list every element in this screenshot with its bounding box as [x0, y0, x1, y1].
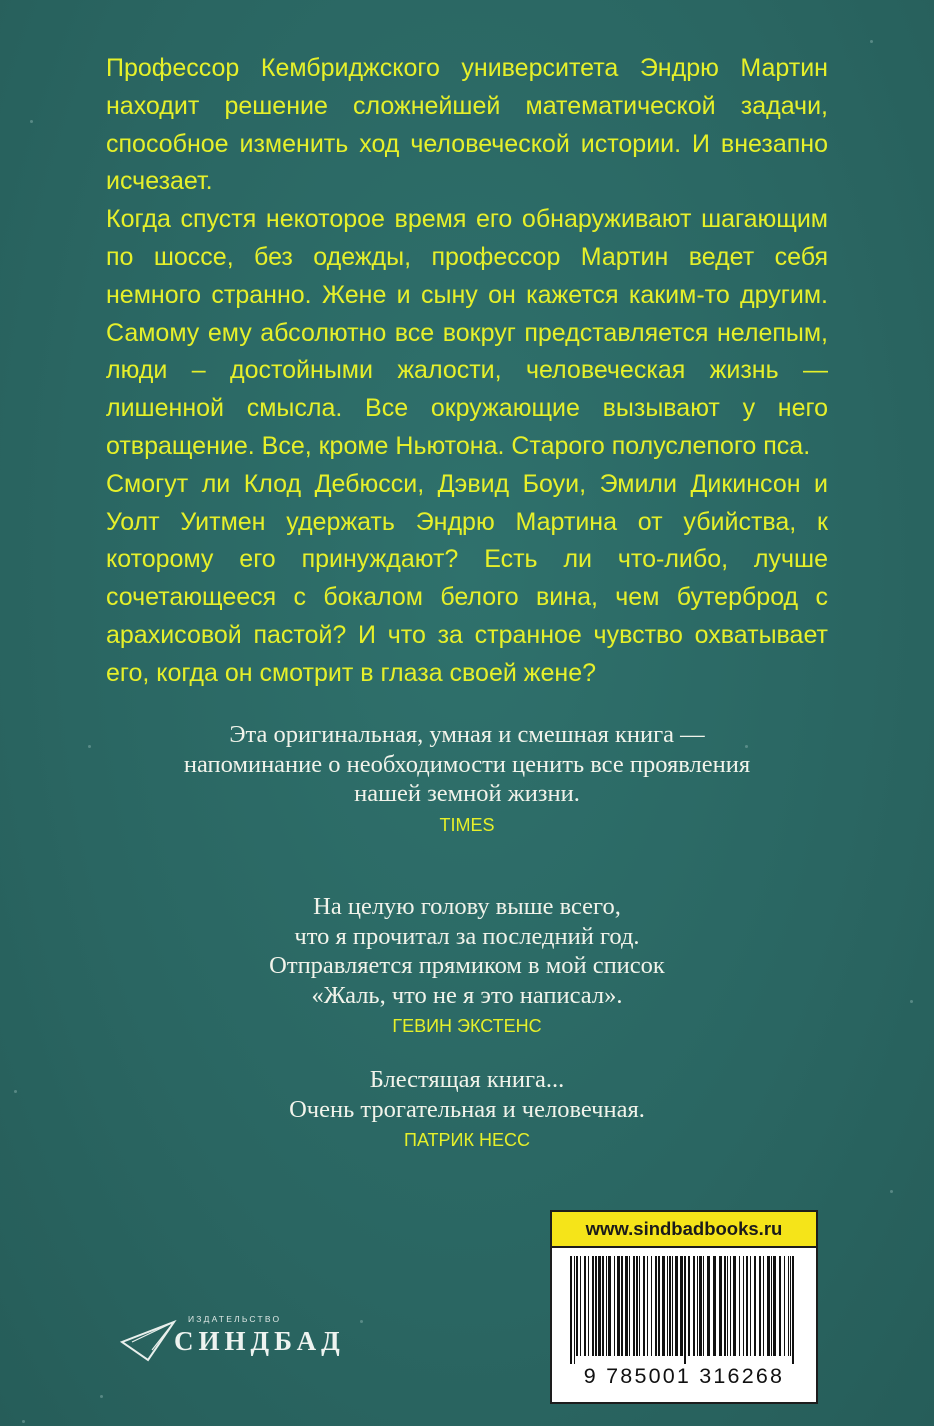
annotation-paragraph: Смогут ли Клод Дебюсси, Дэвид Боуи, Эмили Дикинсон и Уолт Уитмен удержать Эндрю Мартина от убийства, к которому его принуждают? Есть ли что-либо, лучше сочетающееся с бокалом белого вина, чем бутерброд с арахисовой пастой? И что за странное чувство охватывает его, когда он смотрит в глаза своей жене? — [106, 469, 828, 687]
publisher-label: ИЗДАТЕЛЬСТВО — [188, 1314, 282, 1324]
barcode-bar — [790, 1256, 791, 1356]
barcode-bar — [598, 1256, 601, 1356]
barcode-bar — [746, 1256, 748, 1356]
barcode-bar — [606, 1256, 607, 1356]
review-quote — [0, 892, 934, 1037]
barcode-bar — [570, 1256, 572, 1364]
barcode-bar — [727, 1256, 728, 1356]
barcode-bar — [730, 1256, 731, 1356]
barcode-bar — [675, 1256, 678, 1356]
quote-source: ПАТРИК НЕСС — [404, 1130, 530, 1150]
barcode-bar — [608, 1256, 611, 1356]
barcode-bar — [636, 1256, 638, 1356]
barcode-bar — [574, 1256, 575, 1364]
barcode-bar — [767, 1256, 770, 1356]
barcode-bar — [647, 1256, 648, 1356]
barcode-bar — [667, 1256, 668, 1356]
barcode-bar — [614, 1256, 615, 1356]
barcode-bar — [771, 1256, 772, 1356]
barcode-bar — [584, 1256, 586, 1356]
quote-text: Блестящая книга... Очень трогательная и человечная. — [289, 1066, 645, 1123]
barcode-bar — [669, 1256, 671, 1356]
barcode-bar — [655, 1256, 657, 1356]
publisher-logo — [118, 1312, 348, 1382]
website-url: www.sindbadbooks.ru — [552, 1212, 816, 1248]
decorative-star — [100, 1395, 103, 1398]
decorative-star — [870, 40, 873, 43]
review-quote — [0, 720, 934, 836]
quote-text: Эта оригинальная, умная и смешная книга — напоминание о необходимости ценить все проявления нашей земной жизни. — [183, 721, 751, 807]
barcode-bar — [724, 1256, 726, 1356]
barcode-bar — [680, 1256, 683, 1356]
decorative-star — [890, 1190, 893, 1193]
barcode-bar — [621, 1256, 623, 1356]
barcode-bar — [739, 1256, 740, 1356]
quote-source: ГЕВИН ЭКСТЕНС — [392, 1016, 542, 1036]
barcode-bar — [779, 1256, 781, 1356]
barcode-bar — [703, 1256, 704, 1356]
review-quote — [0, 1065, 934, 1151]
barcode-bar — [688, 1256, 690, 1356]
barcode-bar — [788, 1256, 789, 1356]
annotation-paragraph: Когда спустя некоторое время его обнаруживают шагающим по шоссе, без одежды, профессор Мартин ведет себя немного странно. Жене и сыну он кажется каким-то другим. Самому ему абсолютно все вокруг представляется нелепым, люди – достойными жалости, человеческая жизнь — лишенной смысла. Все окружающие вызывают у него отвращение. Все, кроме Ньютона. Старого полуслепого пса. — [106, 205, 828, 460]
barcode-panel — [550, 1210, 818, 1404]
barcode-bar — [643, 1256, 645, 1356]
barcode-bar — [707, 1256, 710, 1356]
barcode-bar — [763, 1256, 764, 1356]
book-annotation — [106, 50, 828, 693]
barcode-bar — [595, 1256, 597, 1356]
barcode-bar — [792, 1256, 794, 1364]
isbn-number: 9 785001 316268 — [583, 1364, 785, 1388]
barcode-bar — [592, 1256, 594, 1356]
barcode-bar — [713, 1256, 716, 1356]
barcode-bar — [639, 1256, 640, 1356]
annotation-paragraph: Профессор Кембриджского университета Эндрю Мартин находит решение сложнейшей математической задачи, способное изменить ход человеческой истории. И внезапно исчезает. — [106, 54, 828, 196]
barcode-bar — [617, 1256, 620, 1356]
quote-text: На целую голову выше всего, что я прочитал за последний год. Отправляется прямиком в мой список «Жаль, что не я это написал». — [269, 893, 665, 1009]
barcode-bar — [672, 1256, 673, 1356]
barcode-bar — [754, 1256, 756, 1356]
barcode-bar — [693, 1256, 695, 1356]
barcode-bar — [633, 1256, 635, 1356]
barcode-bar — [743, 1256, 744, 1356]
barcode-bar — [580, 1256, 581, 1356]
barcode-bar — [651, 1256, 652, 1356]
quote-source: TIMES — [439, 814, 495, 835]
sail-icon — [118, 1312, 178, 1372]
barcode-bar — [658, 1256, 660, 1356]
barcode-bar — [759, 1256, 761, 1356]
barcode-bar — [629, 1256, 630, 1356]
barcode — [570, 1256, 798, 1364]
barcode-bar — [773, 1256, 776, 1356]
publisher-name: СИНДБАД — [174, 1326, 345, 1356]
barcode-bar — [684, 1256, 686, 1364]
barcode-bar — [733, 1256, 736, 1356]
barcode-bar — [699, 1256, 702, 1356]
barcode-bar — [602, 1256, 604, 1356]
barcode-bar — [662, 1256, 665, 1356]
barcode-bar — [750, 1256, 751, 1356]
barcode-bar — [784, 1256, 785, 1356]
barcode-bar — [588, 1256, 589, 1356]
decorative-star — [22, 1420, 25, 1423]
barcode-bar — [697, 1256, 698, 1356]
decorative-star — [30, 120, 33, 123]
barcode-bar — [719, 1256, 722, 1356]
barcode-bar — [576, 1256, 578, 1356]
decorative-star — [360, 1320, 363, 1323]
barcode-bar — [625, 1256, 628, 1356]
